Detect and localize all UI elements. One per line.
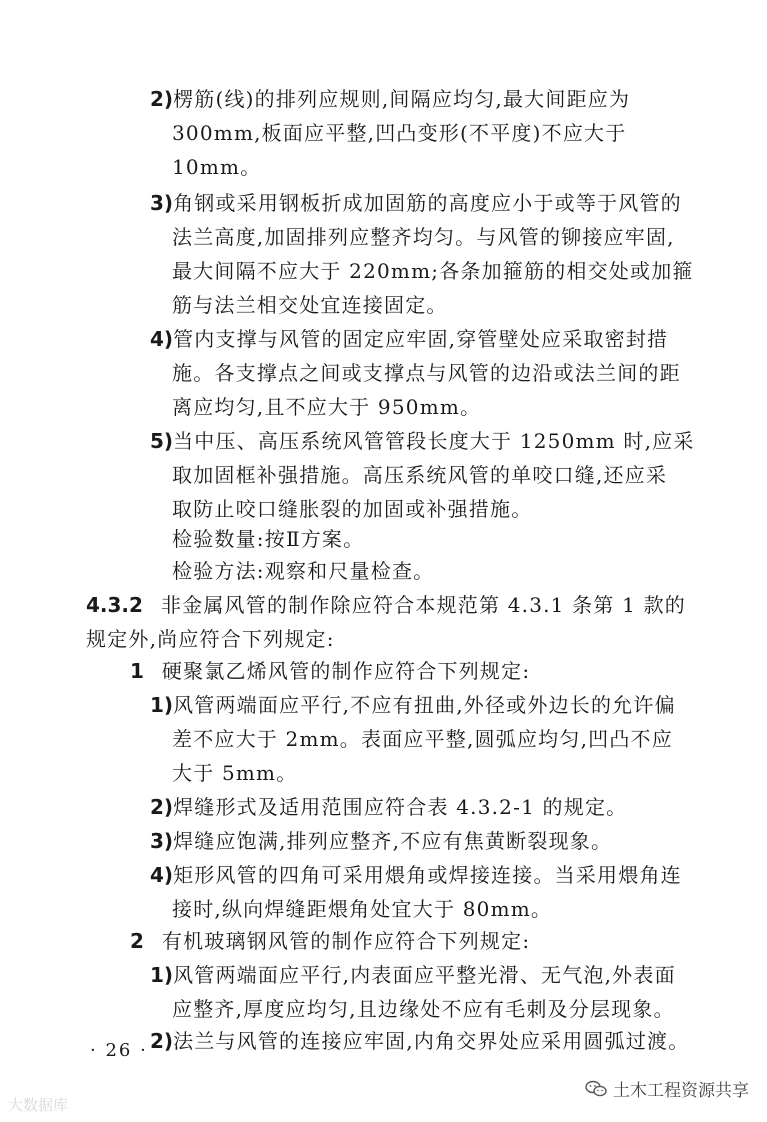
line-text: 非金属风管的制作除应符合本规范第 4.3.1 条第 1 款的 bbox=[160, 593, 686, 617]
text-line bbox=[172, 992, 675, 1026]
text-line bbox=[86, 588, 686, 622]
text-line bbox=[172, 390, 481, 424]
item-number: 1) bbox=[150, 963, 174, 987]
line-text: 风管两端面应平行,不应有扭曲,外径或外边长的允许偏 bbox=[173, 693, 676, 717]
watermark-left: 大数据库 bbox=[8, 1096, 69, 1114]
line-text: 接时,纵向焊缝距煨角处宜大于 80mm。 bbox=[172, 897, 553, 921]
item-number: 5) bbox=[150, 429, 174, 453]
line-text: 检验方法:观察和尺量检查。 bbox=[172, 559, 435, 583]
text-line bbox=[172, 492, 532, 526]
line-text: 应整齐,厚度应均匀,且边缘处不应有毛刺及分层现象。 bbox=[172, 997, 675, 1021]
text-line bbox=[150, 82, 630, 116]
text-line bbox=[150, 958, 676, 992]
line-text: 取防止咬口缝胀裂的加固或补强措施。 bbox=[172, 497, 533, 521]
text-line bbox=[130, 654, 530, 688]
text-line bbox=[172, 288, 448, 322]
watermark-right-label: 土木工程资源共享 bbox=[613, 1081, 749, 1101]
text-line bbox=[172, 220, 675, 254]
text-line bbox=[150, 790, 627, 824]
line-text: 规定外,尚应符合下列规定: bbox=[86, 627, 335, 651]
line-text: 大于 5mm。 bbox=[172, 761, 298, 785]
line-text: 法兰与风管的连接应牢固,内角交界处应采用圆弧过渡。 bbox=[173, 1029, 690, 1053]
page-number: · 26 · bbox=[90, 1040, 148, 1061]
line-text: 风管两端面应平行,内表面应平整光滑、无气泡,外表面 bbox=[173, 963, 676, 987]
item-number: 2) bbox=[150, 1029, 174, 1053]
text-line bbox=[150, 688, 676, 722]
line-text: 筋与法兰相交处宜连接固定。 bbox=[172, 293, 448, 317]
line-text: 焊缝应饱满,排列应整齐,不应有焦黄断裂现象。 bbox=[173, 829, 613, 853]
text-line bbox=[172, 892, 552, 926]
text-line bbox=[150, 424, 695, 458]
text-line bbox=[86, 622, 335, 656]
text-line bbox=[150, 858, 682, 892]
text-line bbox=[172, 254, 694, 288]
line-text: 楞筋(线)的排列应规则,间隔应均匀,最大间距应为 bbox=[173, 87, 631, 111]
text-line bbox=[150, 322, 668, 356]
line-text: 最大间隔不应大于 220mm;各条加箍筋的相交处或加箍 bbox=[172, 259, 694, 283]
line-text: 300mm,板面应平整,凹凸变形(不平度)不应大于 bbox=[172, 121, 627, 145]
item-number: 2) bbox=[150, 87, 174, 111]
text-line bbox=[150, 824, 612, 858]
item-number: 4) bbox=[150, 863, 174, 887]
text-line bbox=[172, 522, 364, 556]
item-number: 3) bbox=[150, 191, 174, 215]
text-line bbox=[172, 150, 261, 184]
text-line bbox=[172, 356, 681, 390]
wechat-icon bbox=[585, 1080, 607, 1098]
watermark-right bbox=[585, 1076, 749, 1101]
line-text: 管内支撑与风管的固定应牢固,穿管壁处应采取密封措 bbox=[173, 327, 669, 351]
text-line bbox=[150, 1024, 689, 1058]
line-text: 法兰高度,加固排列应整齐均匀。与风管的铆接应牢固, bbox=[172, 225, 675, 249]
text-line bbox=[172, 554, 434, 588]
item-number: 1 bbox=[130, 659, 144, 683]
item-number: 4.3.2 bbox=[86, 593, 143, 617]
line-text: 施。各支撑点之间或支撑点与风管的边沿或法兰间的距 bbox=[172, 361, 681, 385]
line-text: 取加固框补强措施。高压系统风管的单咬口缝,还应采 bbox=[172, 463, 668, 487]
line-text: 焊缝形式及适用范围应符合表 4.3.2-1 的规定。 bbox=[173, 795, 628, 819]
line-text: 有机玻璃钢风管的制作应符合下列规定: bbox=[161, 929, 531, 953]
line-text: 检验数量:按Ⅱ方案。 bbox=[172, 527, 365, 551]
line-text: 10mm。 bbox=[172, 155, 262, 179]
item-number: 3) bbox=[150, 829, 174, 853]
text-line bbox=[172, 722, 673, 756]
line-text: 角钢或采用钢板折成加固筋的高度应小于或等于风管的 bbox=[173, 191, 682, 215]
text-line bbox=[130, 924, 530, 958]
line-text: 矩形风管的四角可采用煨角或焊接连接。当采用煨角连 bbox=[173, 863, 682, 887]
text-line bbox=[172, 458, 667, 492]
line-text: 差不应大于 2mm。表面应平整,圆弧应均匀,凹凸不应 bbox=[172, 727, 673, 751]
item-number: 4) bbox=[150, 327, 174, 351]
item-number: 1) bbox=[150, 693, 174, 717]
item-number: 2 bbox=[130, 929, 144, 953]
item-number: 2) bbox=[150, 795, 174, 819]
text-line bbox=[150, 186, 682, 220]
line-text: 当中压、高压系统风管管段长度大于 1250mm 时,应采 bbox=[173, 429, 695, 453]
line-text: 硬聚氯乙烯风管的制作应符合下列规定: bbox=[161, 659, 531, 683]
text-line bbox=[172, 756, 297, 790]
text-line bbox=[172, 116, 626, 150]
line-text: 离应均匀,且不应大于 950mm。 bbox=[172, 395, 482, 419]
